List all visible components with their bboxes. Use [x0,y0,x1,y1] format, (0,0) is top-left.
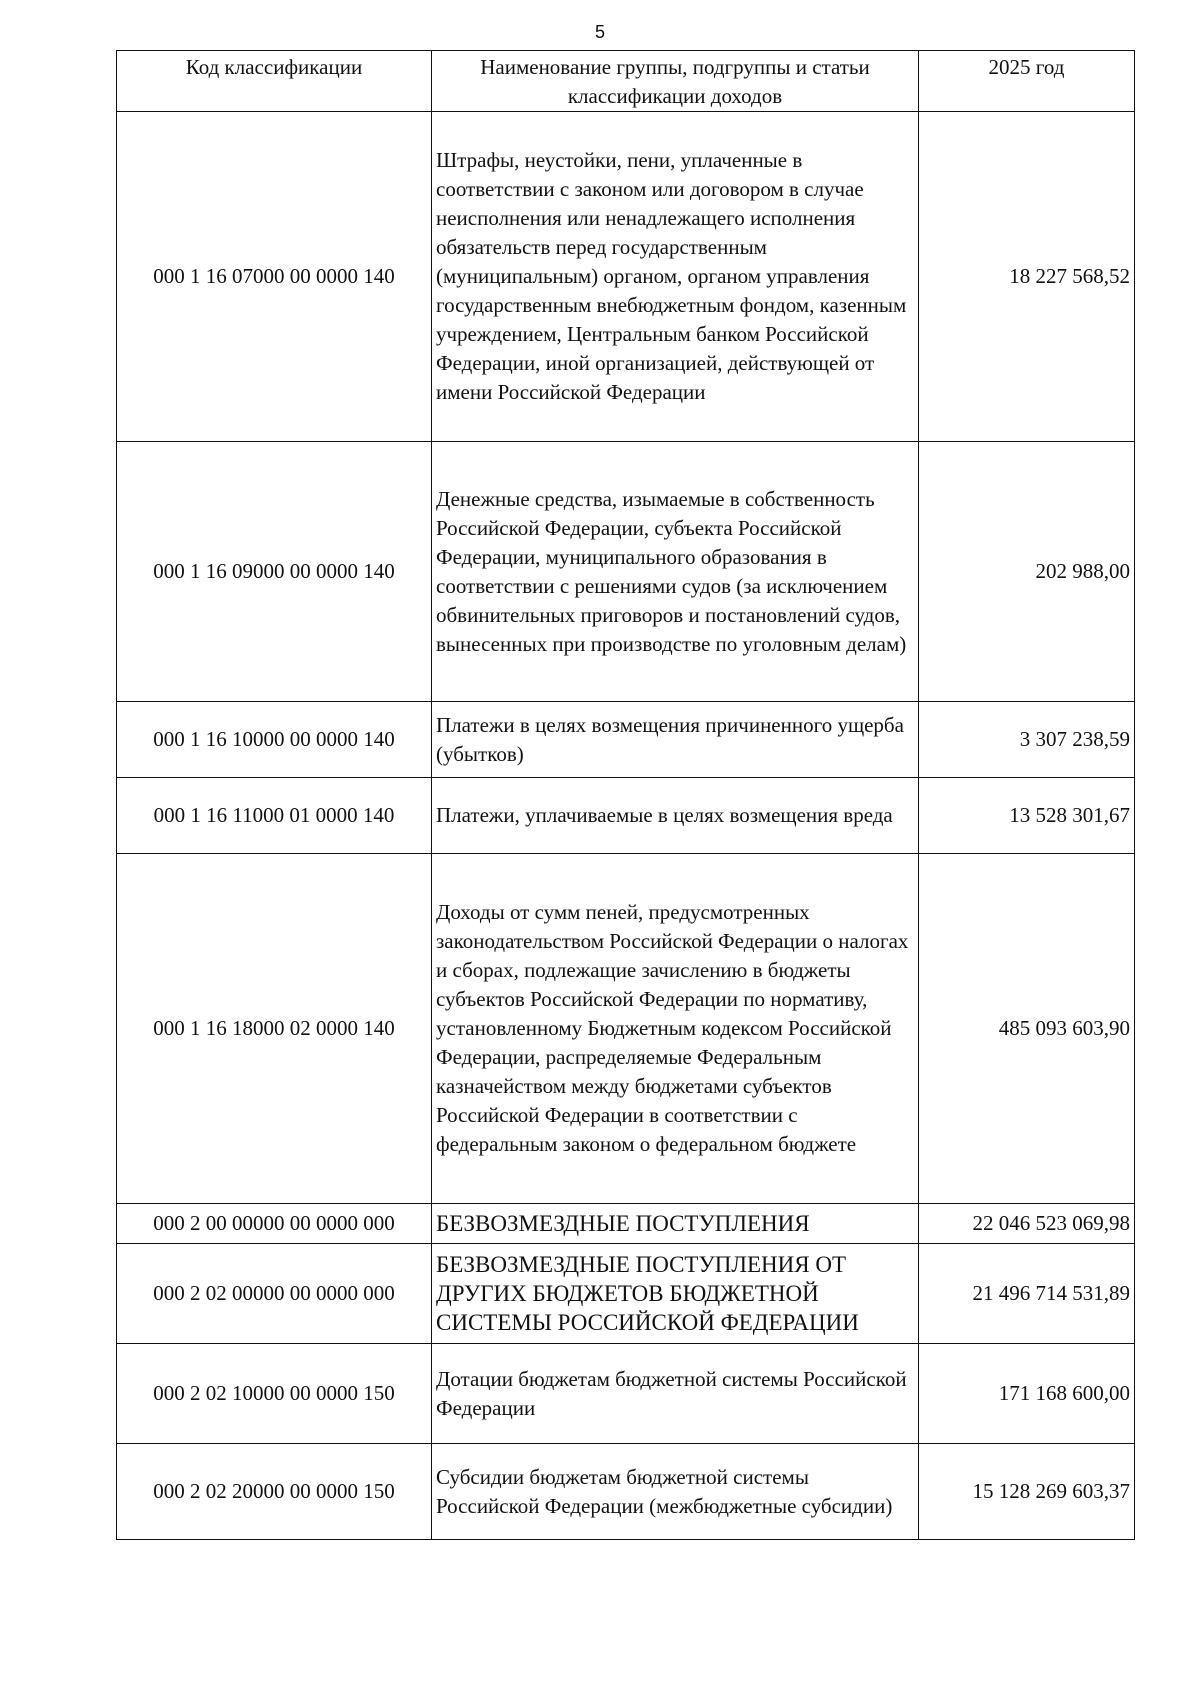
row-name: Субсидии бюджетам бюджетной системы Российской Федерации (межбюджетные субсидии) [432,1444,919,1540]
row-name: Дотации бюджетам бюджетной системы Российской Федерации [432,1344,919,1444]
header-year: 2025 год [919,51,1135,112]
income-classification-table [116,50,1135,1540]
row-value: 171 168 600,00 [919,1344,1135,1444]
table-row [117,702,1135,778]
row-value: 22 046 523 069,98 [919,1204,1135,1244]
row-value: 13 528 301,67 [919,778,1135,854]
table-row [117,1444,1135,1540]
table-row [117,1244,1135,1344]
row-value: 202 988,00 [919,442,1135,702]
row-code: 000 2 00 00000 00 0000 000 [117,1204,432,1244]
row-value: 21 496 714 531,89 [919,1244,1135,1344]
page-number: 5 [594,22,605,42]
row-name: БЕЗВОЗМЕЗДНЫЕ ПОСТУПЛЕНИЯ [432,1204,919,1244]
row-code: 000 1 16 09000 00 0000 140 [117,442,432,702]
row-code: 000 2 02 10000 00 0000 150 [117,1344,432,1444]
table-header-row [117,51,1135,112]
table-row [117,442,1135,702]
row-code: 000 2 02 20000 00 0000 150 [117,1444,432,1540]
row-code: 000 1 16 18000 02 0000 140 [117,854,432,1204]
table-row [117,778,1135,854]
row-name: Штрафы, неустойки, пени, уплаченные в соответствии с законом или договором в случае неисполнения или ненадлежащего исполнения обязательств перед государственным (муниципальным) органом, органом управления государственным внебюджетным фондом, казенным учреждением, Центральным банком Российской Федерации, иной организацией, действующей от имени Российской Федерации [432,112,919,442]
row-value: 18 227 568,52 [919,112,1135,442]
row-code: 000 1 16 07000 00 0000 140 [117,112,432,442]
row-name: Платежи, уплачиваемые в целях возмещения вреда [432,778,919,854]
table-row [117,854,1135,1204]
row-value: 3 307 238,59 [919,702,1135,778]
row-code: 000 1 16 11000 01 0000 140 [117,778,432,854]
row-name: Платежи в целях возмещения причиненного ущерба (убытков) [432,702,919,778]
row-name: Доходы от сумм пеней, предусмотренных законодательством Российской Федерации о налогах и сборах, подлежащие зачислению в бюджеты субъектов Российской Федерации по нормативу, установленному Бюджетным кодексом Российской Федерации, распределяемые Федеральным казначейством между бюджетами субъектов Российской Федерации в соответствии с федеральным законом о федеральном бюджете [432,854,919,1204]
table-row [117,112,1135,442]
row-value: 15 128 269 603,37 [919,1444,1135,1540]
row-value: 485 093 603,90 [919,854,1135,1204]
row-code: 000 2 02 00000 00 0000 000 [117,1244,432,1344]
row-name: Денежные средства, изымаемые в собственность Российской Федерации, субъекта Российской Федерации, муниципального образования в соответствии с решениями судов (за исключением обвинительных приговоров и постановлений судов, вынесенных при производстве по уголовным делам) [432,442,919,702]
table-row [117,1204,1135,1244]
table-row [117,1344,1135,1444]
row-code: 000 1 16 10000 00 0000 140 [117,702,432,778]
header-name: Наименование группы, подгруппы и статьи классификации доходов [432,51,919,112]
header-code: Код классификации [117,51,432,112]
row-name: БЕЗВОЗМЕЗДНЫЕ ПОСТУПЛЕНИЯ ОТ ДРУГИХ БЮДЖЕТОВ БЮДЖЕТНОЙ СИСТЕМЫ РОССИЙСКОЙ ФЕДЕРАЦИИ [432,1244,919,1344]
